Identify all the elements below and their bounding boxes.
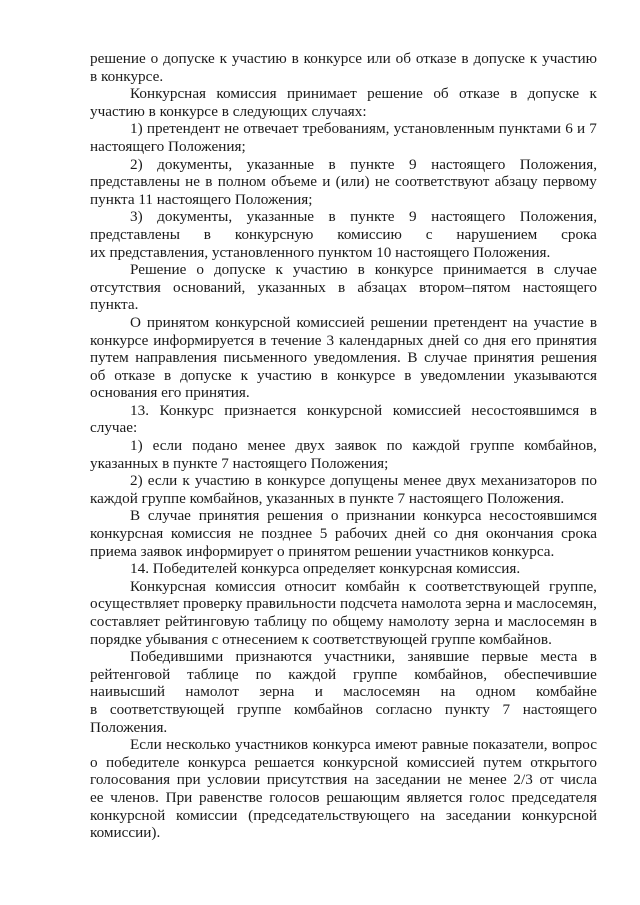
text-line: О принятом конкурсной комиссией решении претендент на участие в xyxy=(130,313,597,331)
text-line: 13. Конкурс признается конкурсной комиссией несостоявшимся в xyxy=(130,401,597,419)
paragraph-admission-decision-end xyxy=(90,50,597,85)
paragraph-admission-decision xyxy=(90,261,597,314)
text-line: В случае принятия решения о признании конкурса несостоявшимся xyxy=(130,507,597,525)
text-line: конкурсе информируется в течение 3 календарных дней со дня его принятия xyxy=(90,331,597,349)
paragraph-rating-table xyxy=(90,578,597,648)
text-line: пункта. xyxy=(90,296,139,314)
text-line: конкурсной комиссии (председательствующего на заседании конкурсной xyxy=(90,806,597,824)
text-line: составляет рейтинговую таблицу по общему намолоту зерна и маслосемян в xyxy=(90,613,597,630)
text-line: 14. Победителей конкурса определяет конкурсная комиссия. xyxy=(130,560,521,578)
text-line: случае: xyxy=(90,419,138,437)
text-line: в соответствующей группе комбайнов согласно пункту 7 настоящего xyxy=(90,700,597,718)
text-line: Если несколько участников конкурса имеют равные показатели, вопрос xyxy=(130,736,597,754)
text-line: каждой группе комбайнов, указанных в пункте 7 настоящего Положения. xyxy=(90,489,565,507)
list-item-refusal-3 xyxy=(90,208,597,261)
text-line: об отказе в допуске к участию в конкурсе в уведомлении указываются xyxy=(90,366,597,384)
text-line: осуществляет проверку правильности подсчета намолота зерна и маслосемян, xyxy=(90,595,597,613)
text-line: конкурсная комиссия не позднее 5 рабочих дней со дня окончания срока xyxy=(90,525,597,543)
paragraph-notification xyxy=(90,314,597,402)
text-line: в конкурсе. xyxy=(90,67,164,85)
section-14-heading xyxy=(90,560,597,578)
section-13-heading xyxy=(90,402,597,437)
text-line: ее членов. При равенстве голосов решающим является голос председателя xyxy=(90,788,597,806)
text-line: 2) если к участию в конкурсе допущены менее двух механизаторов по xyxy=(130,472,597,490)
text-line: голосования при условии присутствия на заседании не менее 2/3 от числа xyxy=(90,771,597,789)
paragraph-refusal-cases-intro xyxy=(90,85,597,120)
text-line: 2) документы, указанные в пункте 9 настоящего Положения, xyxy=(130,155,597,173)
text-line: представлены не в полном объеме и (или) не соответствуют абзацу первому xyxy=(90,173,597,191)
list-item-refusal-2 xyxy=(90,156,597,209)
document-body xyxy=(90,50,597,842)
text-line: указанных в пункте 7 настоящего Положения; xyxy=(90,454,389,472)
text-line: Конкурсная комиссия относит комбайн к соответствующей группе, xyxy=(130,577,597,595)
text-line: приема заявок информирует о принятом решении участников конкурса. xyxy=(90,542,555,560)
text-line: представлены в конкурсную комиссию с нарушением срока xyxy=(90,225,597,243)
text-line: о победителе конкурса решается конкурсной комиссией путем открытого xyxy=(90,753,597,771)
text-line: Победившими признаются участники, занявшие первые места в xyxy=(130,648,597,666)
text-line: Конкурсная комиссия принимает решение об отказе в допуске к xyxy=(130,85,597,103)
text-line: Решение о допуске к участию в конкурсе принимается в случае xyxy=(130,261,597,279)
text-line: решение о допуске к участию в конкурсе или об отказе в допуске к участию xyxy=(90,50,597,67)
text-line: участию в конкурсе в следующих случаях: xyxy=(90,102,367,120)
list-item-failed-1 xyxy=(90,437,597,472)
text-line: наивысший намолот зерна и маслосемян на одном комбайне xyxy=(90,683,597,701)
paragraph-winners xyxy=(90,648,597,736)
list-item-refusal-1 xyxy=(90,120,597,155)
text-line: путем направления письменного уведомления. В случае принятия решения xyxy=(90,349,597,367)
text-line: Положения. xyxy=(90,718,168,736)
paragraph-tie-vote xyxy=(90,736,597,842)
text-line: комиссии). xyxy=(90,824,161,842)
text-line: их представления, установленного пунктом 10 настоящего Положения. xyxy=(90,243,551,261)
text-line: 3) документы, указанные в пункте 9 настоящего Положения, xyxy=(130,208,597,226)
text-line: 1) если подано менее двух заявок по каждой группе комбайнов, xyxy=(130,437,597,455)
text-line: рейтенговой таблице по каждой группе комбайнов, обеспечившие xyxy=(90,665,597,683)
text-line: основания его принятия. xyxy=(90,384,250,402)
paragraph-failed-notice xyxy=(90,507,597,560)
text-line: отсутствия оснований, указанных в абзацах втором–пятом настоящего xyxy=(90,278,597,296)
list-item-failed-2 xyxy=(90,472,597,507)
text-line: настоящего Положения; xyxy=(90,137,246,155)
text-line: пункта 11 настоящего Положения; xyxy=(90,190,313,208)
text-line: порядке убывания с отнесением к соответствующей группе комбайнов. xyxy=(90,630,552,648)
text-line: 1) претендент не отвечает требованиям, установленным пунктами 6 и 7 xyxy=(130,120,597,138)
